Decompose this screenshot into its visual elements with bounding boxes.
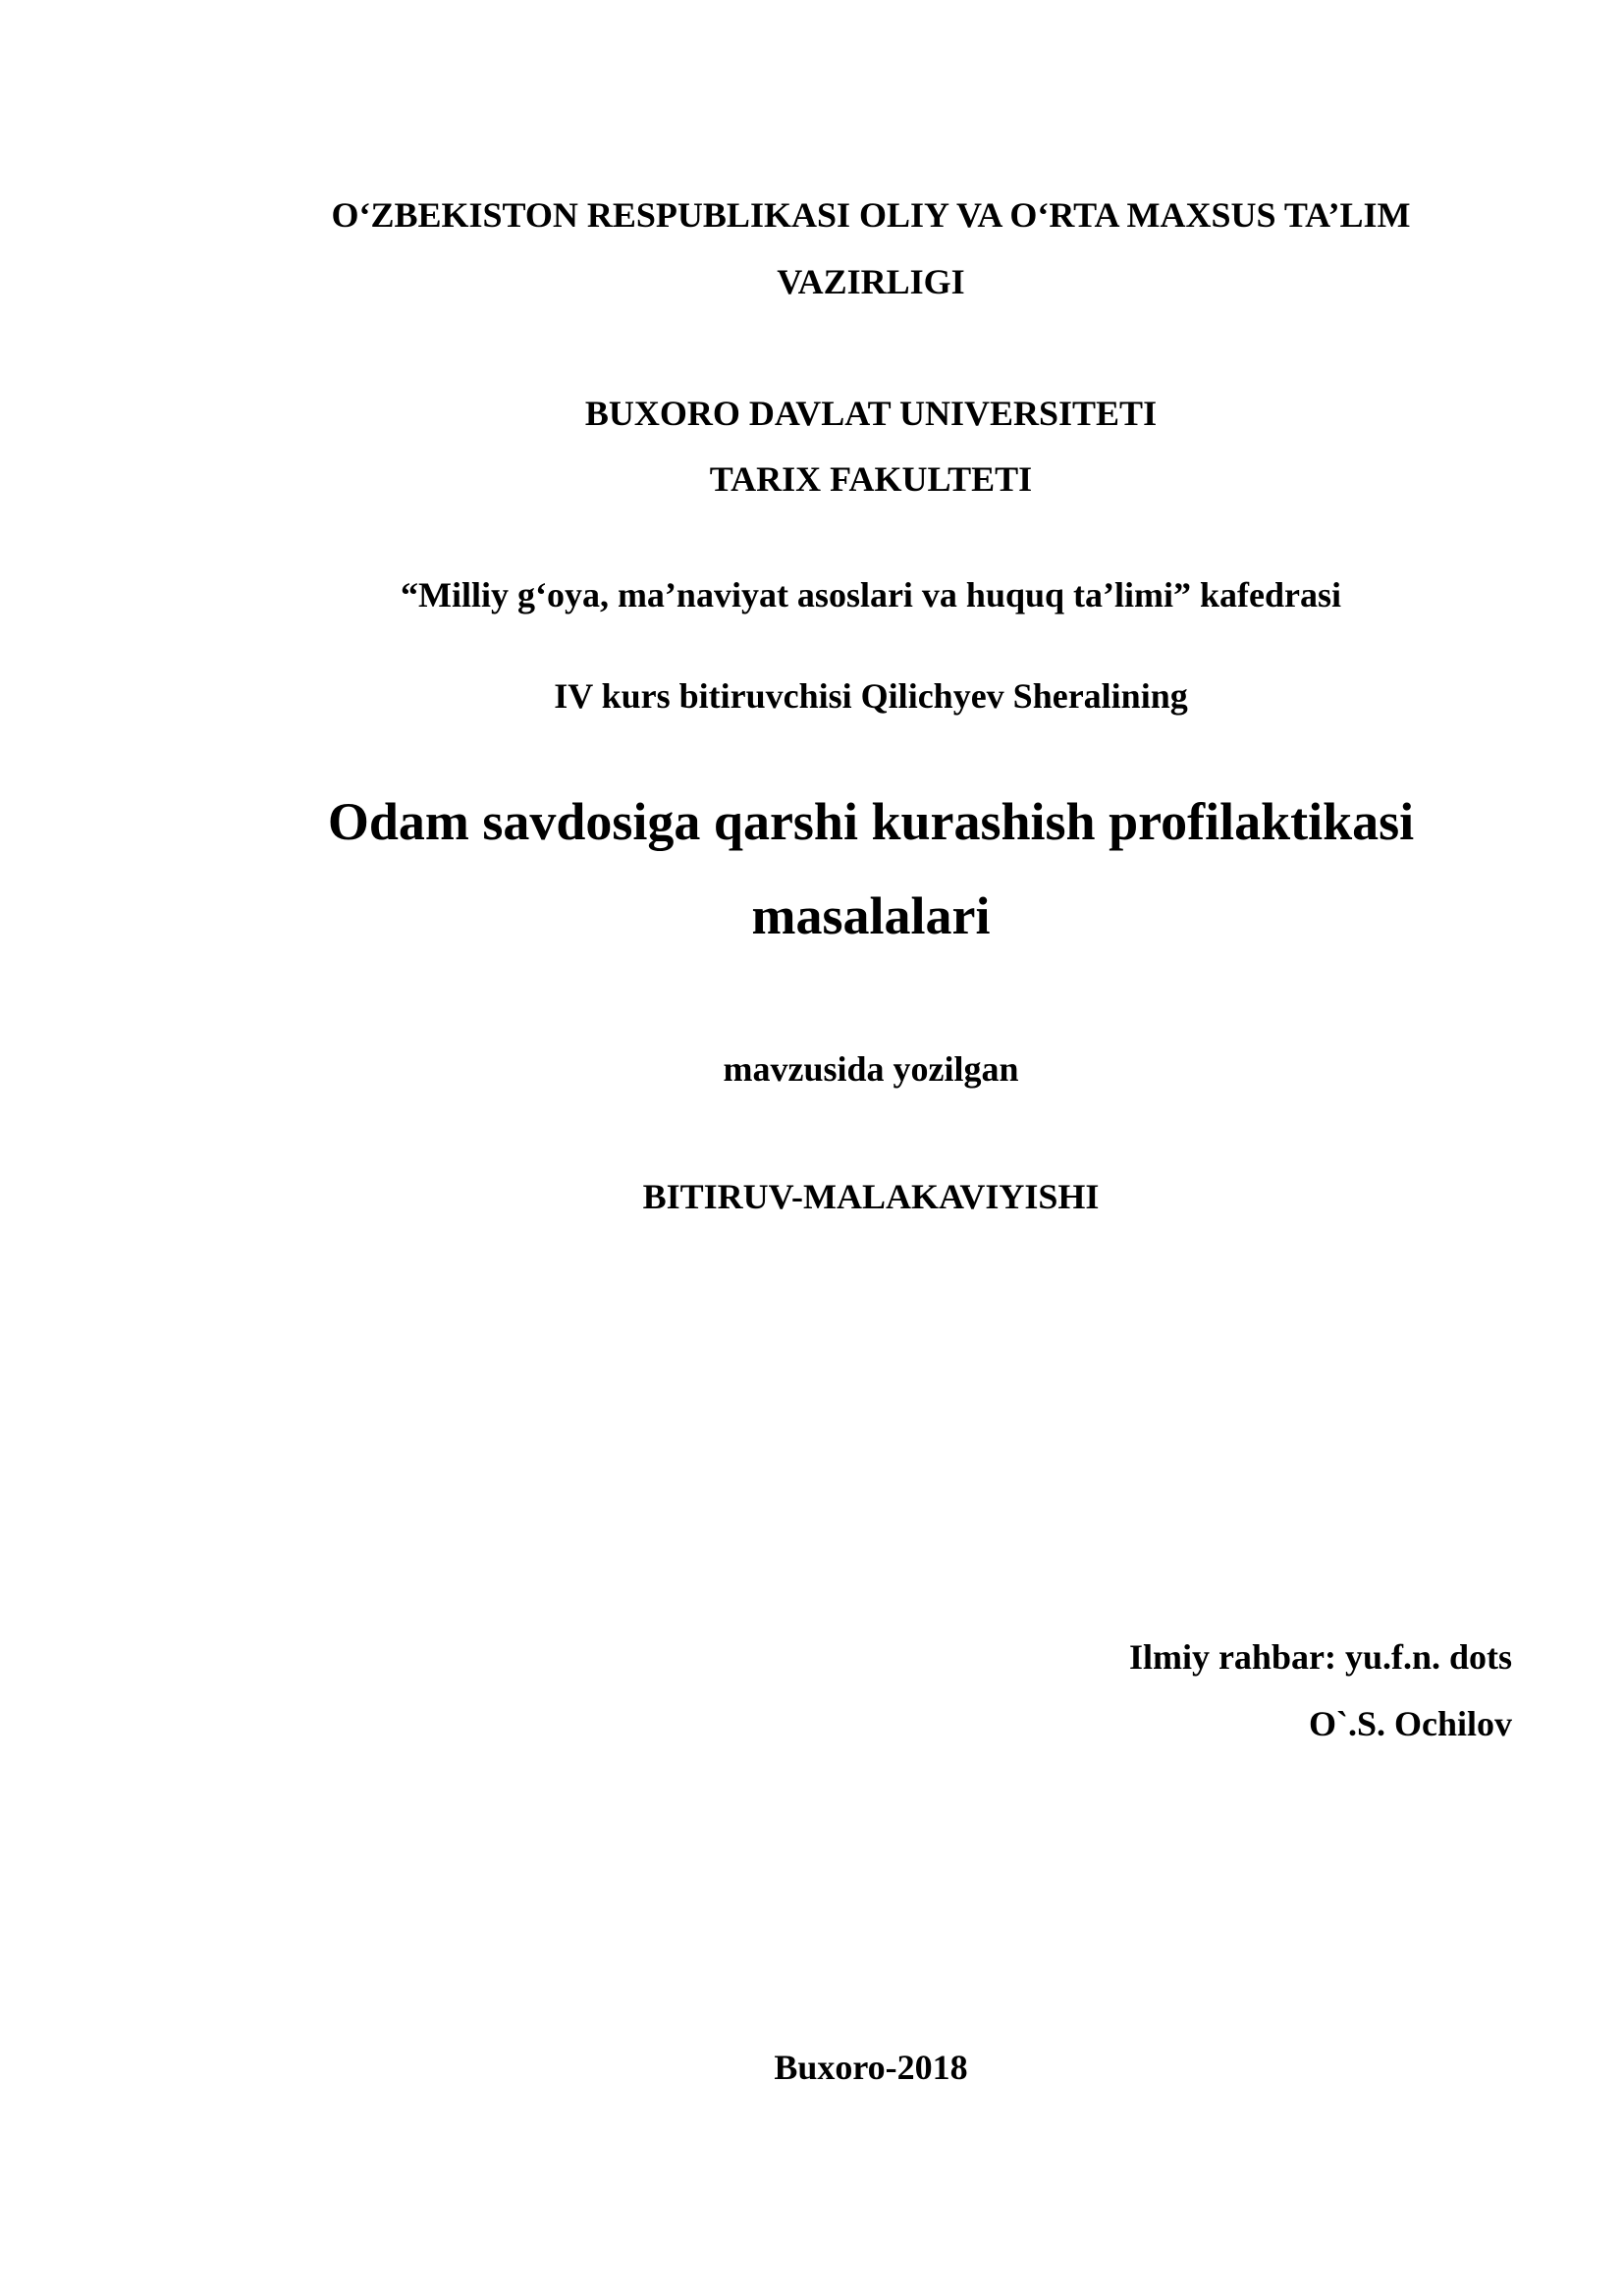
- department-name: “Milliy g‘oya, ma’naviyat asoslari va huquq ta’limi” kafedrasi: [400, 575, 1342, 614]
- city-year: Buxoro-2018: [774, 2048, 968, 2087]
- ministry-line-1: O‘ZBEKISTON RESPUBLIKASI OLIY VA O‘RTA MAXSUS TA’LIM: [331, 195, 1411, 235]
- university-name: BUXORO DAVLAT UNIVERSITETI: [584, 394, 1158, 433]
- thesis-topic-line-2: masalalari: [751, 886, 991, 945]
- thesis-topic-line-1: Odam savdosiga qarshi kurashish profilaktikasi: [327, 792, 1415, 851]
- work-type: BITIRUV-MALAKAVIYISHI: [642, 1177, 1100, 1216]
- student-line: IV kurs bitiruvchisi Qilichyev Sheralining: [554, 676, 1188, 716]
- faculty-name: TARIX FAKULTETI: [709, 459, 1033, 499]
- ministry-line-2: VAZIRLIGI: [777, 262, 965, 301]
- supervisor-title: Ilmiy rahbar: yu.f.n. dots: [1128, 1637, 1512, 1677]
- written-on-line: mavzusida yozilgan: [723, 1049, 1019, 1089]
- supervisor-name: O`.S. Ochilov: [1308, 1704, 1512, 1743]
